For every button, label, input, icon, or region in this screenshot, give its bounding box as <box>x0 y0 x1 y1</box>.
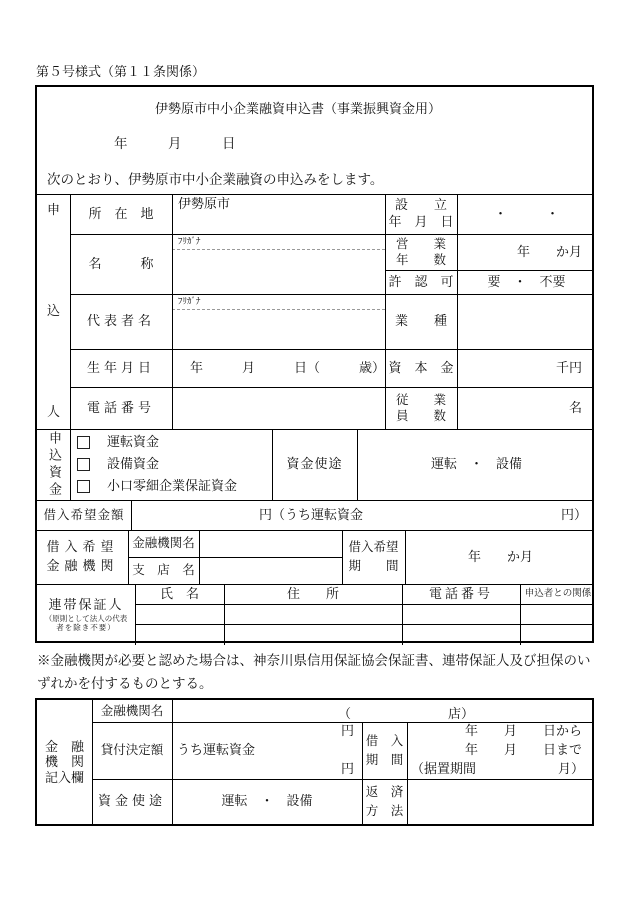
guarantor-label: 連帯保証人 <box>48 596 124 612</box>
desired-period-label <box>342 530 405 584</box>
guarantor-label-cell <box>37 584 135 645</box>
capital-label: 資 本 金 <box>388 359 454 375</box>
desired-period-label-line2: 期 間 <box>348 559 399 573</box>
applicant-side-label <box>37 194 70 429</box>
side-char-2: 込 <box>46 303 60 319</box>
funds-option-small-business <box>77 478 237 495</box>
bank-section-bank-name-value <box>172 700 596 722</box>
loan-period-to: 年 月 日まで <box>464 742 582 758</box>
loan-amount-yen: 円（うち運転資金 <box>259 506 364 522</box>
phone-label: 電話番号 <box>86 399 155 415</box>
branch-name-value <box>199 557 342 584</box>
representative-furigana: ﾌﾘｶﾞﾅ <box>178 296 201 306</box>
name-furigana: ﾌﾘｶﾞﾅ <box>178 236 201 246</box>
established-label-line2: 年 月 日 <box>388 214 454 229</box>
bank-section-side-line2: 機 関 <box>44 754 84 770</box>
desired-period-label-line1: 借入希望 <box>348 540 399 555</box>
funds-option-label: 運転資金 <box>107 434 160 450</box>
bank-name-paren-open: （ <box>338 706 352 721</box>
grace-period-label: （据置期間 <box>411 761 477 777</box>
established-value: ・ ・ <box>493 205 559 221</box>
furigana-divider-representative <box>172 309 385 310</box>
bank-section-table <box>35 698 594 826</box>
established-label-line1: 設 立 <box>394 197 447 213</box>
form-number: 第５号様式（第１１条関係） <box>36 64 206 79</box>
bank-name-paren-close: 店） <box>448 706 475 721</box>
fund-usage-value: 運転 ・ 設備 <box>430 456 522 472</box>
intro-sentence: 次のとおり、伊勢原市中小企業融資の申込みをします。 <box>47 172 384 187</box>
bank-name-value <box>199 530 342 557</box>
approved-amount-yen-top: 円 <box>340 723 354 739</box>
approved-amount-working: うち運転資金 <box>177 742 256 758</box>
established-label <box>385 194 457 234</box>
address-value: 伊勢原市 <box>178 196 231 211</box>
business-years-label-line2: 年 数 <box>395 253 446 267</box>
business-years-label-line1: 営 業 <box>395 236 446 251</box>
loan-period-value <box>407 722 596 779</box>
funds-options <box>70 429 272 500</box>
repayment-method-label-line1: 返 済 <box>365 784 404 799</box>
guarantor-row-2 <box>135 624 596 645</box>
branch-name-label: 支 店 名 <box>132 563 195 578</box>
funds-side-label: 申込資金 <box>46 430 62 499</box>
guarantor-header-address: 住 所 <box>286 585 339 601</box>
desired-period-value: 年 か月 <box>467 548 533 564</box>
fund-usage-label: 資金使途 <box>286 456 343 472</box>
license-label: 許 認 可 <box>388 273 454 289</box>
guarantor-note-line2: 者を除き不要） <box>56 622 116 632</box>
grace-period-unit: 月） <box>557 761 584 777</box>
loan-period-from: 年 月 日から <box>464 723 582 739</box>
desired-bank-label-line1: 借入希望 <box>46 539 119 555</box>
loan-period-label-line2: 期 間 <box>365 752 404 767</box>
business-years-label <box>385 234 457 270</box>
loan-period-label <box>362 722 407 779</box>
repayment-method-label <box>362 779 407 824</box>
guarantor-header-name: 氏 名 <box>159 585 199 601</box>
footnote: ※金融機関が必要と認めた場合は、神奈川県信用保証協会保証書、連帯保証人及び担保のいずれかを付するものとする。 <box>37 653 591 691</box>
repayment-method-value <box>407 779 596 824</box>
form-title: 伊勢原市中小企業融資申込書（事業振興資金用） <box>155 101 442 116</box>
loan-amount-value <box>131 500 592 530</box>
funds-option-equipment <box>77 456 159 473</box>
main-table <box>35 85 594 643</box>
license-value: 要 ・ 不要 <box>487 273 566 289</box>
approved-amount-label: 貸付決定額 <box>100 743 164 758</box>
bank-name-label: 金融機関名 <box>132 536 195 551</box>
bank-section-usage-label: 資金使途 <box>97 793 166 809</box>
checkbox-equipment-capital-icon[interactable] <box>77 458 90 471</box>
representative-label: 代表者名 <box>86 313 155 329</box>
name-label: 名 称 <box>88 255 154 271</box>
loan-amount-yen-close: 円） <box>560 506 587 522</box>
industry-label: 業 種 <box>394 313 447 329</box>
employees-label-line2: 員 数 <box>395 409 446 423</box>
address-label: 所 在 地 <box>88 205 154 221</box>
guarantor-header-relation: 申込者との関係 <box>524 588 592 599</box>
loan-amount-label: 借入希望金額 <box>43 507 125 522</box>
bank-section-bank-name-label: 金融機関名 <box>100 703 164 718</box>
bank-section-side-line1: 金 融 <box>44 738 84 754</box>
desired-bank-label <box>37 530 128 584</box>
repayment-method-label-line2: 方 法 <box>365 803 404 818</box>
industry-value <box>457 294 596 349</box>
employees-label <box>385 387 457 429</box>
approved-amount-yen-bottom: 円 <box>340 761 354 777</box>
bank-section-usage-value: 運転 ・ 設備 <box>221 793 313 809</box>
funds-option-label: 小口零細企業保証資金 <box>107 478 238 494</box>
loan-period-label-line1: 借 入 <box>365 733 404 748</box>
approved-amount-cell <box>172 722 362 779</box>
side-char-3: 人 <box>46 404 60 420</box>
business-years-value: 年 か月 <box>516 243 582 259</box>
guarantor-header-phone: 電話番号 <box>428 585 493 601</box>
checkbox-working-capital-icon[interactable] <box>77 436 90 449</box>
date-line: 年 月 日 <box>114 136 236 151</box>
guarantor-row-1 <box>135 604 596 624</box>
checkbox-small-business-guarantee-icon[interactable] <box>77 480 90 493</box>
phone-value <box>172 387 385 429</box>
furigana-divider-name <box>172 249 385 250</box>
birthdate-label: 生年月日 <box>86 359 155 375</box>
funds-option-working <box>77 434 159 451</box>
capital-value: 千円 <box>555 359 582 375</box>
employees-label-line1: 従 業 <box>395 392 446 407</box>
employees-value: 名 <box>568 399 582 415</box>
side-char-1: 申 <box>46 202 60 217</box>
desired-bank-label-line2: 金融機関 <box>46 558 119 573</box>
birthdate-value: 年 月 日（ 歳） <box>190 359 386 375</box>
bank-section-side-line3: 記入欄 <box>44 769 84 785</box>
bank-section-side-label <box>37 700 92 824</box>
guarantor-note-line1: （原則として法人の代表 <box>44 613 128 623</box>
funds-option-label: 設備資金 <box>107 456 160 472</box>
